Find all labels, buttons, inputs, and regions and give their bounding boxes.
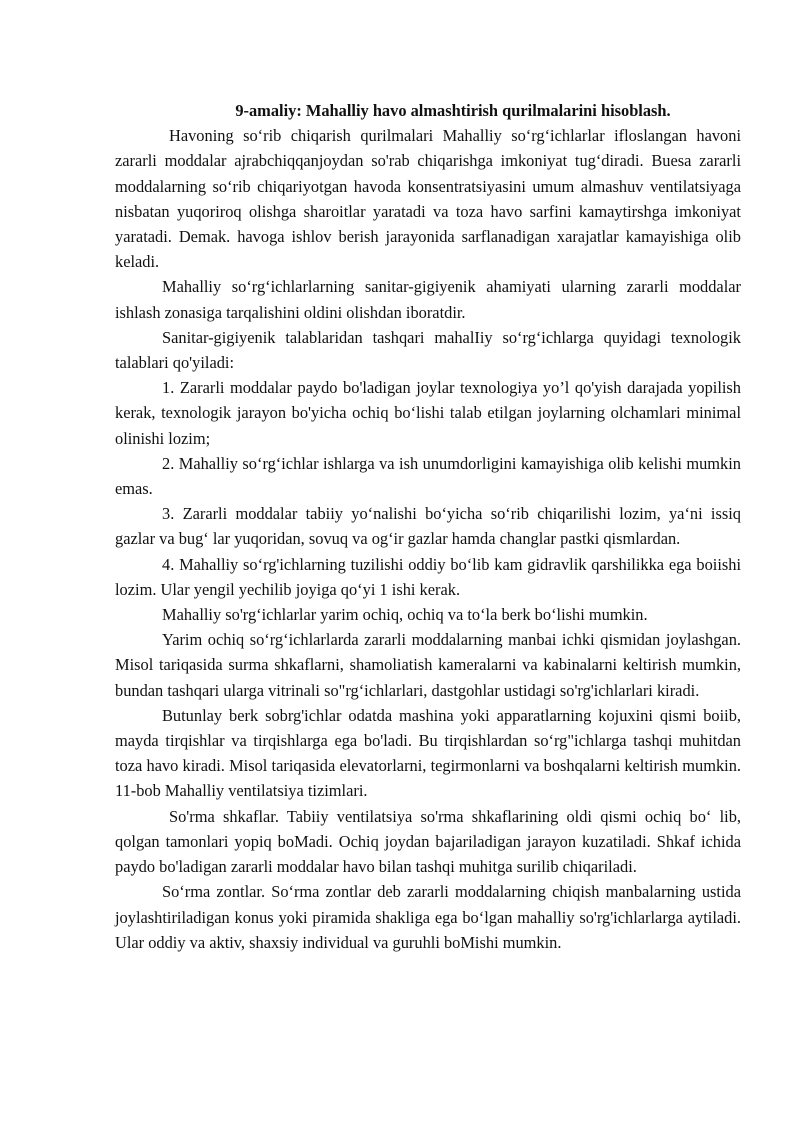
document-page (115, 98, 741, 955)
paragraph-exhaust-hoods: So‘rma zontlar. So‘rma zontlar deb zararli moddalarning chiqish manbalarning ustida joylashtiriladigan konus yoki piramida shakliga ega bo‘lgan mahalliy so'rg'ichlarlarga aytiladi. Ular oddiy va aktiv, shaxsiy individual va guruhli boMishi mumkin. (115, 882, 741, 952)
paragraph-intro: Havoning so‘rib chiqarish qurilmalari Mahalliy so‘rg‘ichlarlar ifloslangan havoni zararli moddalar ajrabchiqqanjoydan so'rab chiqarishga imkoniyat tug‘diradi. Buesa zararli moddalarning so‘rib chiqariyotgan havoda konsentratsiyasini umum almashuv ventilatsiyaga nisbatan yuqoriroq olishga sharoitlar yaratadi va toza havo sarfini kamaytirshga imkoniyat yaratadi. Demak. havoga ishlov berish jarayonida sarflanadigan xarajatlar kamayishiga olib keladi. (115, 126, 741, 272)
list-item-4: 4. Mahalliy so‘rg'ichlarning tuzilishi oddiy bo‘lib kam gidravlik qarshilikka ega boiishi lozim. Ular yengil yechilib joyiga qo‘yi 1 ishi kerak. (115, 554, 741, 599)
paragraph-sanitary: Mahalliy so‘rg‘ichlarlarning sanitar-gigiyenik ahamiyati ularning zararli moddalar ishlash zonasiga tarqalishini oldini olishdan iboratdir. (115, 277, 741, 322)
paragraph-types: Mahalliy so'rg‘ichlarlar yarim ochiq, ochiq va to‘la berk bo‘lishi mumkin. (162, 605, 648, 625)
paragraph-closed: Butunlay berk sobrg'ichlar odatda mashina yoki apparatlarning kojuxini qismi boiib, mayda tirqishlar va tirqishlarga ega bo'ladi. Bu tirqishlardan so‘rg"ichlarga tashqi muhitdan toza havo kiradi. Misol tariqasida elevatorlarni, tegirmonlarni va boshqalarni keltirish mumkin. 11-bob Mahalliy ventilatsiya tizimlari. (115, 705, 741, 801)
document-title: 9-amaliy: Mahalliy havo almashtirish qurilmalarini hisoblash. (235, 101, 671, 120)
list-item-1: 1. Zararli moddalar paydo bo'ladigan joylar texnologiya yo’l qo'yish darajada yopilish kerak, texnologik jarayon bo'yicha ochiq bo‘lishi talab etilgan joylarning olchamlari minimal olinishi lozim; (115, 378, 741, 448)
list-item-2: 2. Mahalliy so‘rg‘ichlar ishlarga va ish unumdorligini kamayishiga olib kelishi mumkin emas. (115, 453, 741, 499)
paragraph-fume-hoods: So'rma shkaflar. Tabiiy ventilatsiya so'rma shkaflarining oldi qismi ochiq bo‘ lib, qolgan tamonlari yopiq boMadi. Ochiq joydan bajariladigan jarayon kuzatiladi. Shkaf ichida paydo bo'ladigan zararli moddalar havo bilan tashqi muhitga surilib chiqariladi. (115, 806, 741, 877)
paragraph-semi-open: Yarim ochiq so‘rg‘ichlarlarda zararli moddalarning manbai ichki qismidan joylashgan. Misol tariqasida surma shkaflarni, shamoliatish kameralarni va kabinalarni keltirish mumkin, bundan tashqari ularga vitrinali so"rg‘ichlarlari, dastgohlar ustidagi so'rg'ichlarlari kiradi. (115, 630, 741, 700)
list-item-3: 3. Zararli moddalar tabiiy yo‘nalishi bo‘yicha so‘rib chiqarilishi lozim, ya‘ni issiq gazlar va bug‘ lar yuqoridan, sovuq va og‘ir gazlar hamda changlar pastki qismlardan. (115, 504, 741, 549)
paragraph-requirements: Sanitar-gigiyenik talablaridan tashqari mahalIiy so‘rg‘ichlarga quyidagi texnologik talablari qo'yiladi: (115, 327, 741, 373)
